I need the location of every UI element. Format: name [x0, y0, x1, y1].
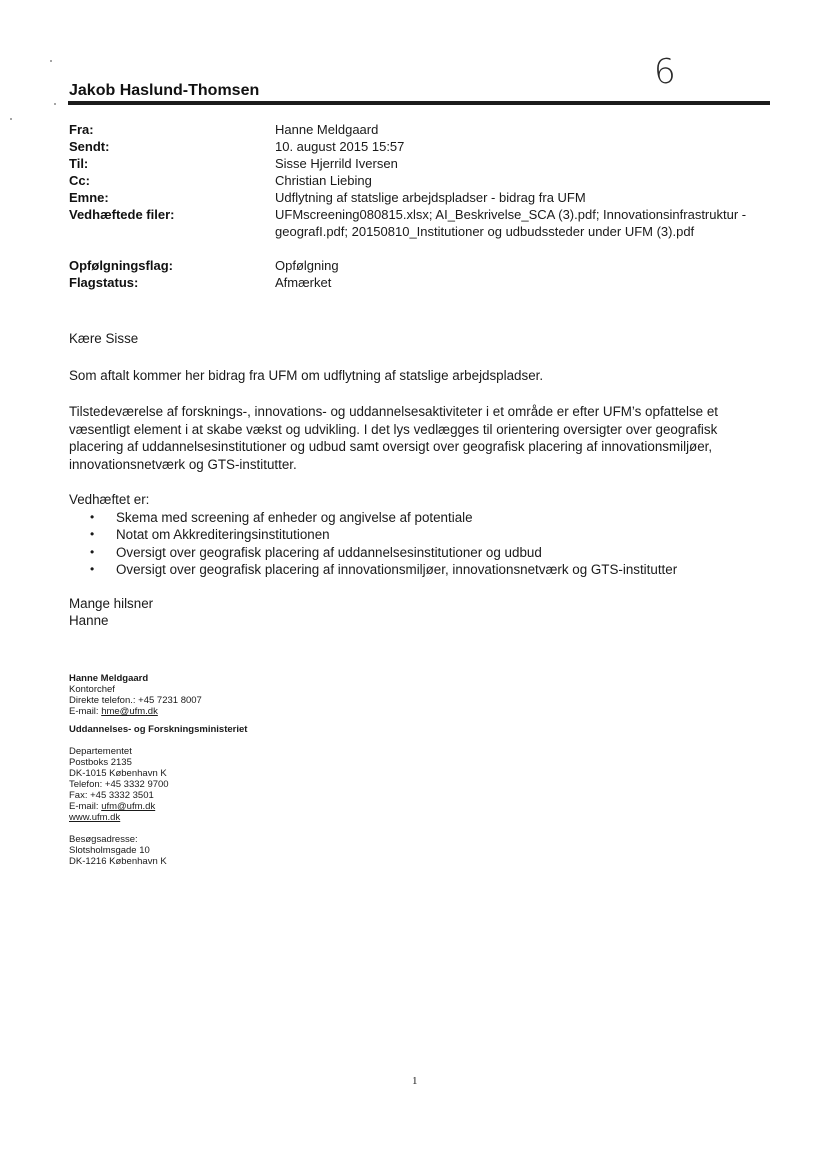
paragraph-intro: Som aftalt kommer her bidrag fra UFM om udflytning af statslige arbejdspladser.	[69, 367, 544, 383]
cc-row	[69, 172, 769, 189]
signature-pobox: Postboks 2135	[69, 757, 132, 768]
list-item	[69, 561, 769, 579]
cc-label: Cc:	[69, 173, 90, 188]
sent-value: 10. august 2015 15:57	[275, 139, 405, 154]
attachment-list	[69, 509, 769, 579]
email-signature	[69, 673, 469, 867]
to-label: Til:	[69, 156, 89, 171]
signature-name: Hanne Meldgaard	[69, 673, 149, 684]
signature-phone: Direkte telefon.: +45 7231 8007	[69, 695, 202, 706]
signature-website-link[interactable]: www.ufm.dk	[69, 812, 121, 823]
to-row	[69, 155, 769, 172]
closing: Mange hilsner	[69, 595, 154, 611]
signature-visit-label: Besøgsadresse:	[69, 834, 138, 845]
subject-label: Emne:	[69, 190, 109, 205]
signature-spacer	[69, 717, 469, 724]
signature-department: Departementet	[69, 746, 132, 757]
flagstatus-value: Afmærket	[275, 275, 332, 290]
attachments-row	[69, 206, 769, 240]
followup-row	[69, 257, 769, 274]
list-item-text: Oversigt over geografisk placering af uddannelsesinstitutioner og udbud	[116, 544, 542, 560]
flagstatus-label: Flagstatus:	[69, 275, 139, 290]
sent-row	[69, 138, 769, 155]
bullet-icon: •	[90, 527, 95, 541]
signature-fax: Fax: +45 3332 3501	[69, 790, 154, 801]
signature-visit-city: DK-1216 København K	[69, 856, 167, 867]
from-label: Fra:	[69, 122, 94, 137]
sent-label: Sendt:	[69, 139, 110, 154]
signature-title: Kontorchef	[69, 684, 115, 695]
attachments-label: Vedhæftede filer:	[69, 207, 175, 222]
attachments-value-line1: UFMscreening080815.xlsx; AI_Beskrivelse_SCA (3).pdf; Innovationsinfrastruktur -	[275, 207, 747, 222]
paragraph-line: væsentligt element i at skabe vækst og udvikling. I det lys vedlægges til orientering oversigter over geografisk	[69, 421, 718, 437]
greeting: Kære Sisse	[69, 331, 139, 346]
list-item	[69, 509, 769, 527]
paragraph-line: placering af uddannelsesinstitutioner og udbud samt oversigt over geografisk placering af innovationsmiljøer,	[69, 439, 713, 454]
bullet-icon: •	[90, 562, 95, 576]
attached-intro: Vedhæftet er:	[69, 492, 150, 507]
signature-city: DK-1015 København K	[69, 768, 167, 779]
attachments-value-line2: geografI.pdf; 20150810_Institutioner og udbudssteder under UFM (3).pdf	[275, 224, 695, 239]
followup-value: Opfølgning	[275, 258, 339, 273]
signature-org-email-prefix: E-mail:	[69, 801, 102, 812]
signature-visit-street: Slotsholmsgade 10	[69, 845, 150, 856]
subject-value: Udflytning af statslige arbejdspladser - bidrag fra UFM	[275, 190, 586, 205]
signature-org-email-link[interactable]: ufm@ufm.dk	[101, 801, 156, 812]
cc-value: Christian Liebing	[275, 173, 372, 188]
list-item-text: Notat om Akkrediteringsinstitutionen	[116, 527, 330, 542]
signature-email-prefix: E-mail:	[69, 706, 102, 717]
list-item-text: Oversigt over geografisk placering af innovationsmiljøer, innovationsnetværk og GTS-institutter	[116, 562, 678, 577]
signature-email-link[interactable]: hme@ufm.dk	[101, 706, 158, 717]
signature-email-line	[69, 706, 469, 717]
signature-organization: Uddannelses- og Forskningsministeriet	[69, 724, 248, 735]
scan-speck	[10, 118, 12, 120]
paragraph-line: Tilstedeværelse af forsknings-, innovations- og uddannelsesaktiviteter i et område er efter UFM’s opfattelse et	[69, 404, 719, 419]
list-item-text: Skema med screening af enheder og angivelse af potentiale	[116, 509, 473, 525]
signature-spacer	[69, 735, 469, 746]
from-row	[69, 121, 769, 138]
header-rule	[68, 101, 770, 105]
subject-row	[69, 189, 769, 206]
signature-org-email-line	[69, 801, 469, 812]
list-item	[69, 526, 769, 544]
paragraph-context	[69, 403, 769, 473]
scan-speck	[50, 60, 52, 62]
signature-spacer	[69, 823, 469, 834]
handwritten-page-annotation: 6	[652, 51, 678, 93]
page-number: 1	[412, 1075, 418, 1087]
to-value: Sisse Hjerrild Iversen	[275, 156, 398, 171]
email-body	[69, 330, 769, 630]
followup-label: Opfølgningsflag:	[69, 258, 173, 273]
email-header-fields	[69, 121, 769, 291]
scan-speck	[54, 103, 56, 105]
paragraph-line: innovationsnetværk og GTS-institutter.	[69, 456, 297, 472]
from-value: Hanne Meldgaard	[275, 122, 379, 137]
list-item	[69, 544, 769, 562]
mailbox-owner-name: Jakob Haslund-Thomsen	[69, 82, 260, 99]
flagstatus-row	[69, 274, 769, 291]
signature-telephone: Telefon: +45 3332 9700	[69, 779, 169, 790]
bullet-icon: •	[90, 509, 95, 524]
sender-first-name: Hanne	[69, 613, 109, 628]
bullet-icon: •	[90, 544, 95, 559]
meta-spacer	[69, 240, 769, 257]
